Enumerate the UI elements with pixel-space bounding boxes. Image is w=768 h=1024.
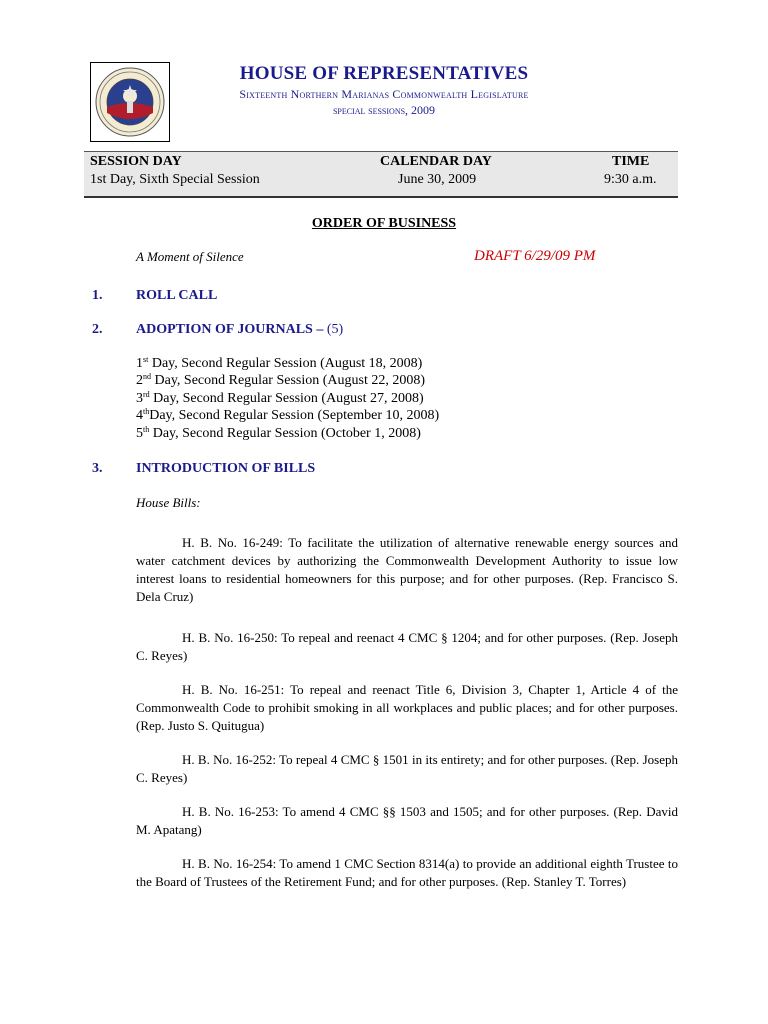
sessions-label: special sessions xyxy=(332,105,406,117)
bill-entry: H. B. No. 16-251: To repeal and reenact Title 6, Division 3, Chapter 1, Article 4 of the Commonwealth Code to prohibit smoking in all workplaces and public places; and for other purposes. (Rep. Justo S. Quitugua) xyxy=(136,682,678,733)
journal-entry: 2nd Day, Second Regular Session (August 22, 2008) xyxy=(136,372,426,388)
draft-stamp: DRAFT 6/29/09 PM xyxy=(474,248,596,264)
bill-entry: H. B. No. 16-253: To amend 4 CMC §§ 1503 and 1505; and for other purposes. (Rep. David M. Apatang) xyxy=(136,804,678,837)
official-seal xyxy=(90,62,170,142)
house-bills-label: House Bills: xyxy=(136,495,201,510)
section-number: 1. xyxy=(92,288,103,303)
order-of-business-title: ORDER OF BUSINESS xyxy=(311,216,457,231)
calendar-day-label: CALENDAR DAY xyxy=(380,154,492,169)
time-label: TIME xyxy=(612,154,650,169)
bill-entry: H. B. No. 16-252: To repeal 4 CMC § 1501 in its entirety; and for other purposes. (Rep. Joseph C. Reyes) xyxy=(136,752,678,785)
bill-entry: H. B. No. 16-254: To amend 1 CMC Section 8314(a) to provide an additional eighth Trustee to the Board of Trustees of the Retirement Fund; and for other purposes. (Rep. Stanley T. Torres) xyxy=(136,856,678,889)
session-day-value: 1st Day, Sixth Special Session xyxy=(90,172,260,187)
sessions-line xyxy=(178,103,590,118)
calendar-day-value: June 30, 2009 xyxy=(398,172,477,187)
section-number: 2. xyxy=(92,322,103,337)
journal-entry: 5th Day, Second Regular Session (October 1, 2008) xyxy=(136,425,421,441)
official-seal-icon xyxy=(91,63,169,141)
session-day-label: SESSION DAY xyxy=(90,154,182,169)
moment-of-silence: A Moment of Silence xyxy=(136,249,244,264)
legislature-subtitle: Sixteenth Northern Marianas Commonwealth Legislature xyxy=(239,87,529,101)
section-roll-call: ROLL CALL xyxy=(136,288,218,303)
bill-entry: H. B. No. 16-249: To facilitate the utilization of alternative renewable energy sources and water catchment devices by authorizing the Commonwealth Development Authority to issue low interest loans to residential homeowners for this purpose; and for other purposes. (Rep. Francisco S. Dela Cruz) xyxy=(136,535,678,604)
page-title: HOUSE OF REPRESENTATIVES xyxy=(239,63,529,84)
journal-count: (5) xyxy=(323,322,344,337)
section-title: ADOPTION OF JOURNALS – xyxy=(136,322,324,337)
sessions-year: , 2009 xyxy=(405,103,436,117)
section-adoption-of-journals xyxy=(136,322,343,338)
journal-entry: 4thDay, Second Regular Session (September 10, 2008) xyxy=(136,407,440,423)
section-number: 3. xyxy=(92,461,103,476)
section-introduction-of-bills: INTRODUCTION OF BILLS xyxy=(136,461,316,476)
bill-entry: H. B. No. 16-250: To repeal and reenact 4 CMC § 1204; and for other purposes. (Rep. Joseph C. Reyes) xyxy=(136,630,678,663)
journal-entry: 3rd Day, Second Regular Session (August 27, 2008) xyxy=(136,390,424,406)
time-value: 9:30 a.m. xyxy=(604,172,657,187)
journal-entry: 1st Day, Second Regular Session (August 18, 2008) xyxy=(136,355,423,371)
